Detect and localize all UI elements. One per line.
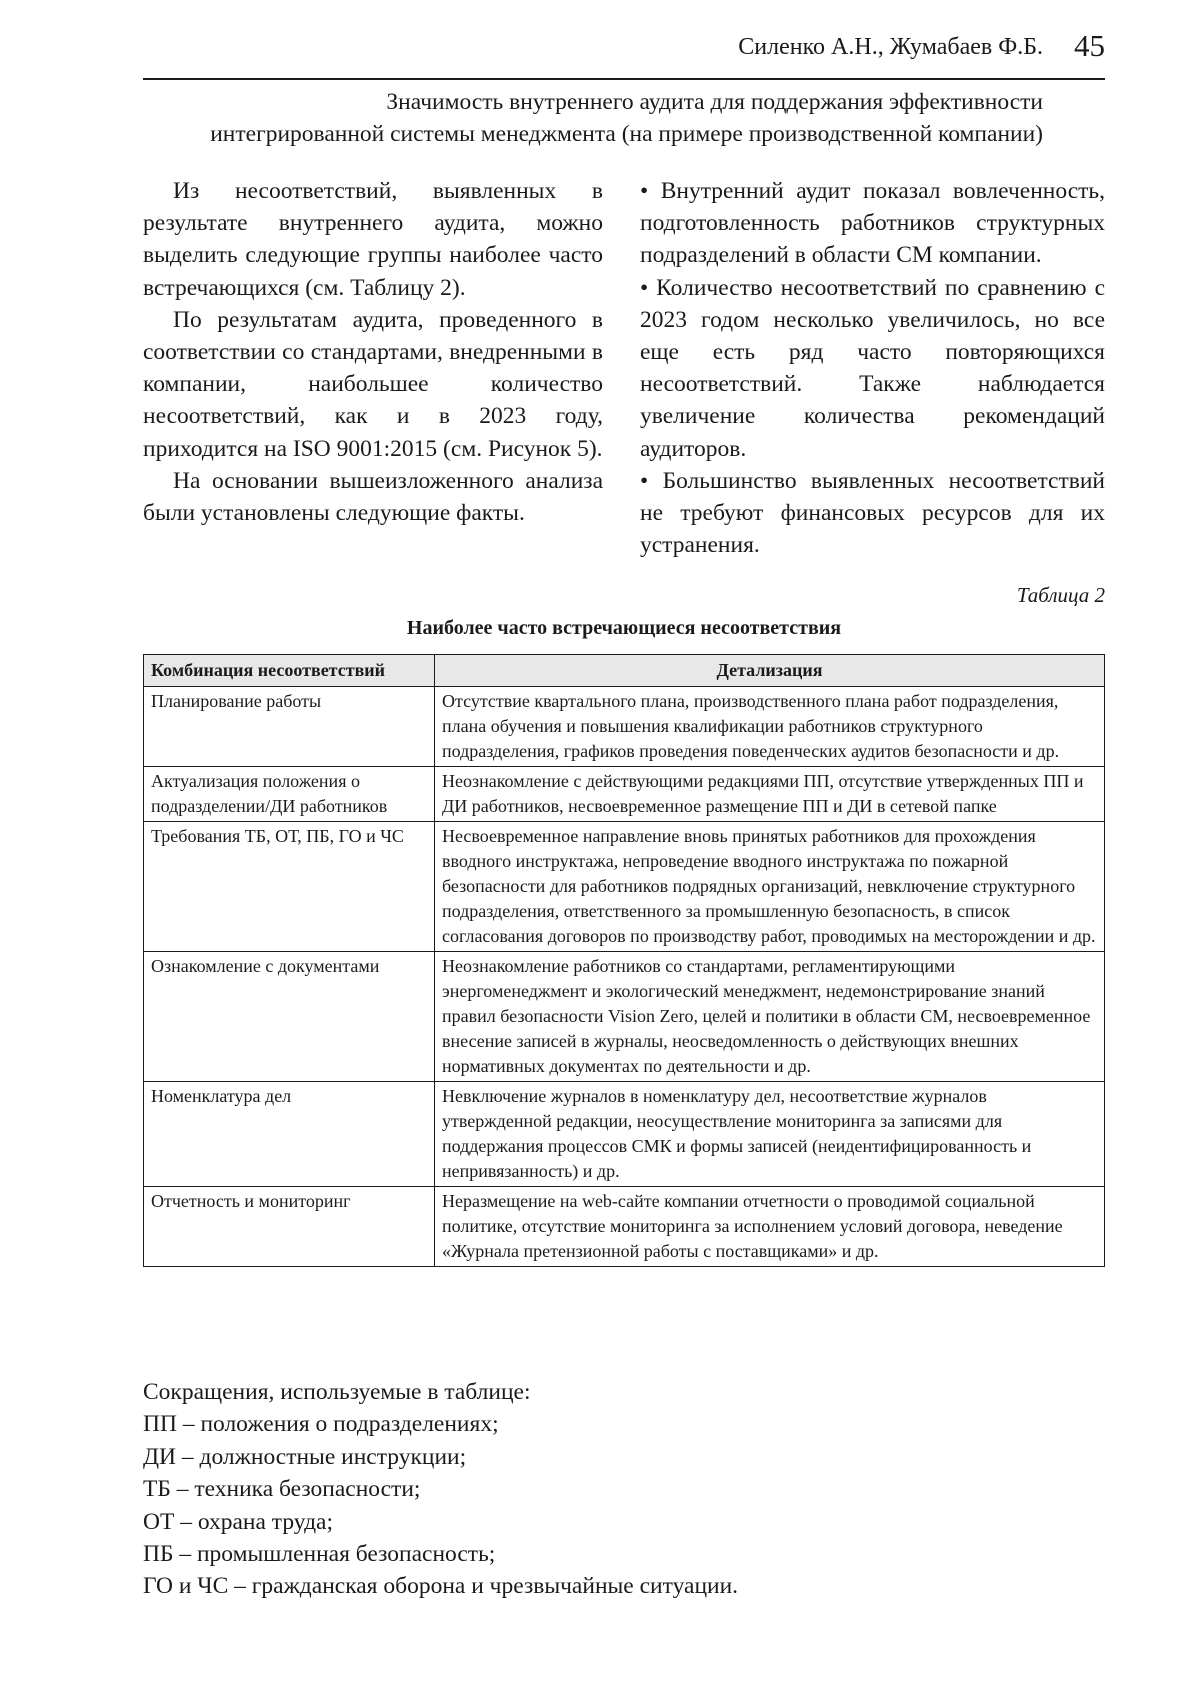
abbreviation-item: ТБ – техника безопасности; bbox=[143, 1476, 421, 1503]
abbreviation-item: ДИ – должностные инструкции; bbox=[143, 1443, 467, 1470]
column-header: Комбинация несоответствий bbox=[144, 655, 435, 687]
table-title: Наиболее часто встречающиеся несоответствия bbox=[406, 617, 842, 639]
table-row bbox=[144, 1082, 1105, 1187]
table-cell: Неознакомление с действующими редакциями ПП, отсутствие утвержденных ПП и ДИ работников, несвоевременное размещение ПП и ДИ в сетевой папке bbox=[435, 767, 1105, 822]
page-header bbox=[143, 20, 1105, 80]
paragraph: По результатам аудита, проведенного в соответствии со стандартами, внедренными в компании, наибольшее количество несоответствий, как и в 2023 году, приходится на ISO 9001:2015 (см. Рисунок 5). bbox=[143, 306, 603, 462]
table-cell: Отсутствие квартального плана, производственного плана работ подразделения, плана обучения и повышения квалификации работников структурного подразделения, графиков проведения поведенческих аудитов безопасности и др. bbox=[435, 687, 1105, 767]
table-cell: Требования ТБ, ОТ, ПБ, ГО и ЧС bbox=[144, 822, 435, 952]
left-column bbox=[143, 175, 603, 529]
abbreviations-heading: Сокращения, используемые в таблице: bbox=[143, 1379, 531, 1405]
paragraph: Из несоответствий, выявленных в результате внутреннего аудита, можно выделить следующие группы наиболее часто встречающихся (см. Таблицу 2). bbox=[143, 178, 603, 301]
running-title-line-2: интегрированной системы менеджмента (на примере производственной компании) bbox=[210, 121, 1043, 147]
table-cell: Несвоевременное направление вновь принятых работников для прохождения вводного инструктажа, непроведение вводного инструктажа по пожарной безопасности для работников подрядных организаций, невключение структурного подразделения, ответственного за промышленную безопасность, в список согласования договоров по производству работ, проводимых на месторождении и др. bbox=[435, 822, 1105, 952]
table-row bbox=[144, 687, 1105, 767]
table-cell: Неознакомление работников со стандартами, регламентирующими энергоменеджмент и экологический менеджмент, недемонстрирование знаний правил безопасности Vision Zero, целей и политики в области СМ, несвоевременное внесение записей в журналы, неосведомленность о действующих внешних нормативных документах по деятельности и др. bbox=[435, 952, 1105, 1082]
table-row bbox=[144, 1187, 1105, 1267]
table-cell: Ознакомление с документами bbox=[144, 952, 435, 1082]
table-cell: Неразмещение на web-сайте компании отчетности о проводимой социальной политике, отсутствие мониторинга за исполнением условий договора, неведение «Журнала претензионной работы с поставщиками» и др. bbox=[435, 1187, 1105, 1267]
table-header-row bbox=[144, 655, 1105, 687]
table-cell: Невключение журналов в номенклатуру дел, несоответствие журналов утвержденной редакции, неосуществление мониторинга за записями для поддержания процессов СМК и формы записей (неидентифицированность и непривязанность) и др. bbox=[435, 1082, 1105, 1187]
paragraph: На основании вышеизложенного анализа были установлены следующие факты. bbox=[143, 467, 603, 527]
running-title-line-1: Значимость внутреннего аудита для поддержания эффективности bbox=[386, 89, 1043, 115]
right-column bbox=[640, 175, 1105, 561]
bullet-item: • Внутренний аудит показал вовлеченность, подготовленность работников структурных подразделений в области СМ компании. bbox=[640, 178, 1105, 269]
abbreviation-item: ГО и ЧС – гражданская оборона и чрезвычайные ситуации. bbox=[143, 1573, 739, 1600]
bullet-item: • Большинство выявленных несоответствий не требуют финансовых ресурсов для их устранения. bbox=[640, 467, 1105, 559]
page-number: 45 bbox=[1074, 28, 1105, 63]
abbreviation-item: ПП – положения о подразделениях; bbox=[143, 1411, 499, 1438]
nonconformities-table bbox=[143, 654, 1105, 1267]
table-cell: Номенклатура дел bbox=[144, 1082, 435, 1187]
abbreviation-item: ОТ – охрана труда; bbox=[143, 1508, 333, 1535]
table-row bbox=[144, 767, 1105, 822]
column-header: Детализация bbox=[435, 655, 1105, 687]
header-authors: Силенко А.Н., Жумабаев Ф.Б. bbox=[738, 34, 1043, 60]
bullet-item: • Количество несоответствий по сравнению с 2023 годом несколько увеличилось, но все еще есть ряд часто повторяющихся несоответствий. Также наблюдается увеличение количества рекомендаций аудиторов. bbox=[640, 274, 1105, 462]
table-row bbox=[144, 952, 1105, 1082]
table-cell: Планирование работы bbox=[144, 687, 435, 767]
running-title bbox=[143, 86, 1043, 150]
table-row bbox=[144, 822, 1105, 952]
abbreviations-list bbox=[143, 1376, 738, 1603]
table-label: Таблица 2 bbox=[1016, 583, 1105, 607]
abbreviation-item: ПБ – промышленная безопасность; bbox=[143, 1541, 496, 1568]
table-cell: Актуализация положения о подразделении/ДИ работников bbox=[144, 767, 435, 822]
table-cell: Отчетность и мониторинг bbox=[144, 1187, 435, 1267]
